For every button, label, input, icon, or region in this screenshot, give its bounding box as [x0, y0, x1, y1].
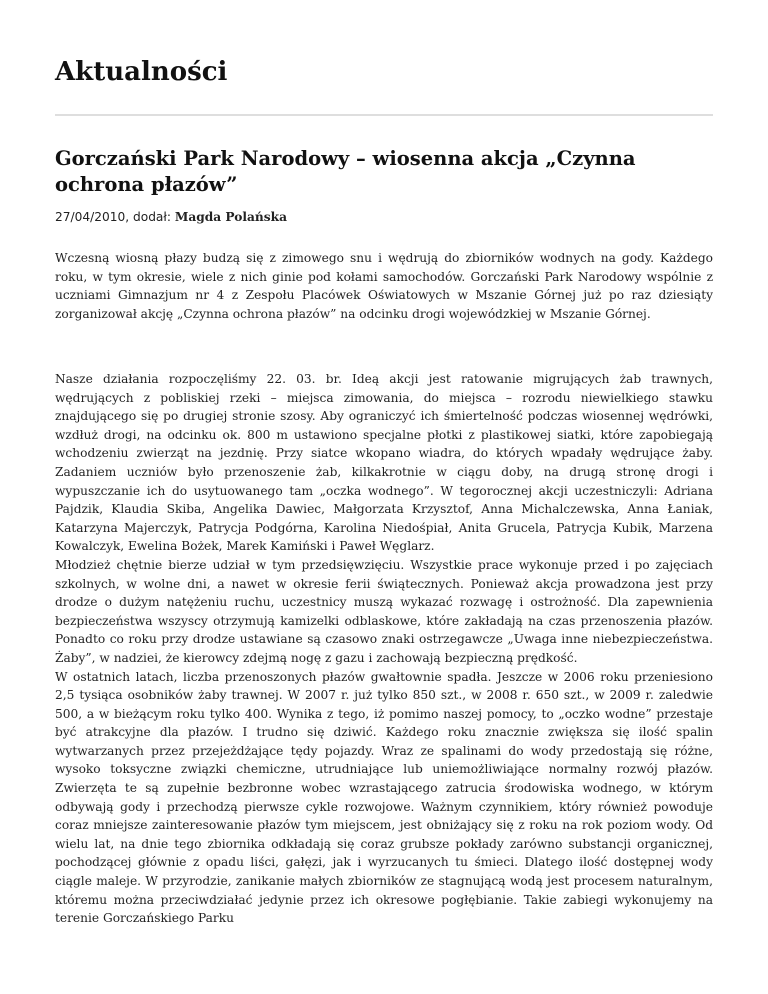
article-paragraph-1: Nasze działania rozpoczęliśmy 22. 03. br. Ideą akcji jest ratowanie migrujących żab trawnych, wędrujących z pobliskiej rzeki – miejsca zimowania, do miejsca – rozrodu niewielkiego stawku znajdującego się po drugiej stronie szosy. Aby ograniczyć ich śmiertelność podczas wiosennej wędrówki, wzdłuż drogi, na odcinku ok. 800 m ustawiono specjalne płotki z plastikowej siatki, które zapobiegają wchodzeniu zwierząt na jezdnię. Przy siatce wkopano wiadra, do których wpadały wędrujące żaby. Zadaniem uczniów było przenoszenie żab, kilkakrotnie w ciągu doby, na drugą stronę drogi i wypuszczanie ich do usytuowanego tam „oczka wodnego”. W tegorocznej akcji uczestniczyli: Adriana Pajdzik, Klaudia Skiba, Angelika Dawiec, Małgorzata Krzysztof, Anna Michalczewska, Anna Łaniak, Katarzyna Majerczyk, Patrycja Podgórna, Karolina Niedośpiał, Anita Grucela, Patrycja Kubik, Marzena Kowalczyk, Ewelina Bożek, Marek Kamiński i Paweł Węglarz.: [55, 372, 713, 554]
article-title[interactable]: Gorczański Park Narodowy – wiosenna akcja „Czynna ochrona płazów”: [55, 147, 636, 196]
divider: [55, 114, 713, 116]
article-meta: [55, 208, 287, 226]
article-paragraph-3: W ostatnich latach, liczba przenoszonych płazów gwałtownie spadła. Jeszcze w 2006 roku przeniesiono 2,5 tysiąca osobników żaby trawnej. W 2007 r. już tylko 850 szt., w 2008 r. 650 szt., w 2009 r. zaledwie 500, a w bieżącym roku tylko 400. Wynika z tego, iż pomimo naszej pomocy, to „oczko wodne” przestaje być atrakcyjne dla płazów. I trudno się dziwić. Każdego roku znacznie zwiększa się ilość spalin wytwarzanych przez przejeżdżające tędy pojazdy. Wraz ze spalinami do wody przedostają się różne, wysoko toksyczne związki chemiczne, utrudniające lub uniemożliwiające normalny rozwój płazów. Zwierzęta te są zupełnie bezbronne wobec wzrastającego zatrucia środowiska wodnego, w którym odbywają gody i przechodzą pierwsze cykle rozwojowe. Ważnym czynnikiem, który również powoduje coraz mniejsze zainteresowanie płazów tym miejscem, jest obniżający się z roku na rok poziom wody. Od wielu lat, na dnie tego zbiornika odkładają się coraz grubsze pokłady zarówno substancji organicznej, pochodzącej głównie z opadu liści, gałęzi, jak i wyrzucanych tu śmieci. Dlatego ilość dostępnej wody ciągle maleje. W przyrodzie, zanikanie małych zbiorników ze stagnującą wodą jest procesem naturalnym, któremu można przeciwdziałać jedynie przez ich okresowe pogłębianie. Takie zabiegi wykonujemy na terenie Gorczańskiego Parku: [55, 669, 713, 926]
page-title: Aktualności: [55, 57, 228, 87]
article-paragraph-2: Młodzież chętnie bierze udział w tym przedsięwzięciu. Wszystkie prace wykonuje przed i po zajęciach szkolnych, w wolne dni, a nawet w okresie ferii świątecznych. Ponieważ akcja prowadzona jest przy drodze o dużym natężeniu ruchu, uczestnicy muszą wykazać rozwagę i ostrożność. Dla zapewnienia bezpieczeństwa wszyscy otrzymują kamizelki odblaskowe, które zakładają na czas przenoszenia płazów. Ponadto co roku przy drodze ustawiane są czasowo znaki ostrzegawcze „Uwaga inne niebezpieczeństwa. Żaby”, w nadziei, że kierowcy zdejmą nogę z gazu i zachowają bezpieczną prędkość.: [55, 557, 713, 665]
article-author[interactable]: Magda Polańska: [174, 210, 287, 224]
article-body: [55, 370, 713, 928]
article-lead: Wczesną wiosną płazy budzą się z zimowego snu i wędrują do zbiorników wodnych na gody. Każdego roku, w tym okresie, wiele z nich ginie pod kołami samochodów. Gorczański Park Narodowy wspólnie z uczniami Gimnazjum nr 4 z Zespołu Placówek Oświatowych w Mszanie Górnej już po raz dziesiąty zorganizował akcję „Czynna ochrona płazów” na odcinku drogi wojewódzkiej w Mszanie Górnej.: [55, 251, 713, 321]
article-date: 27/04/2010: [55, 210, 126, 224]
added-by-label: , dodał:: [125, 210, 175, 224]
